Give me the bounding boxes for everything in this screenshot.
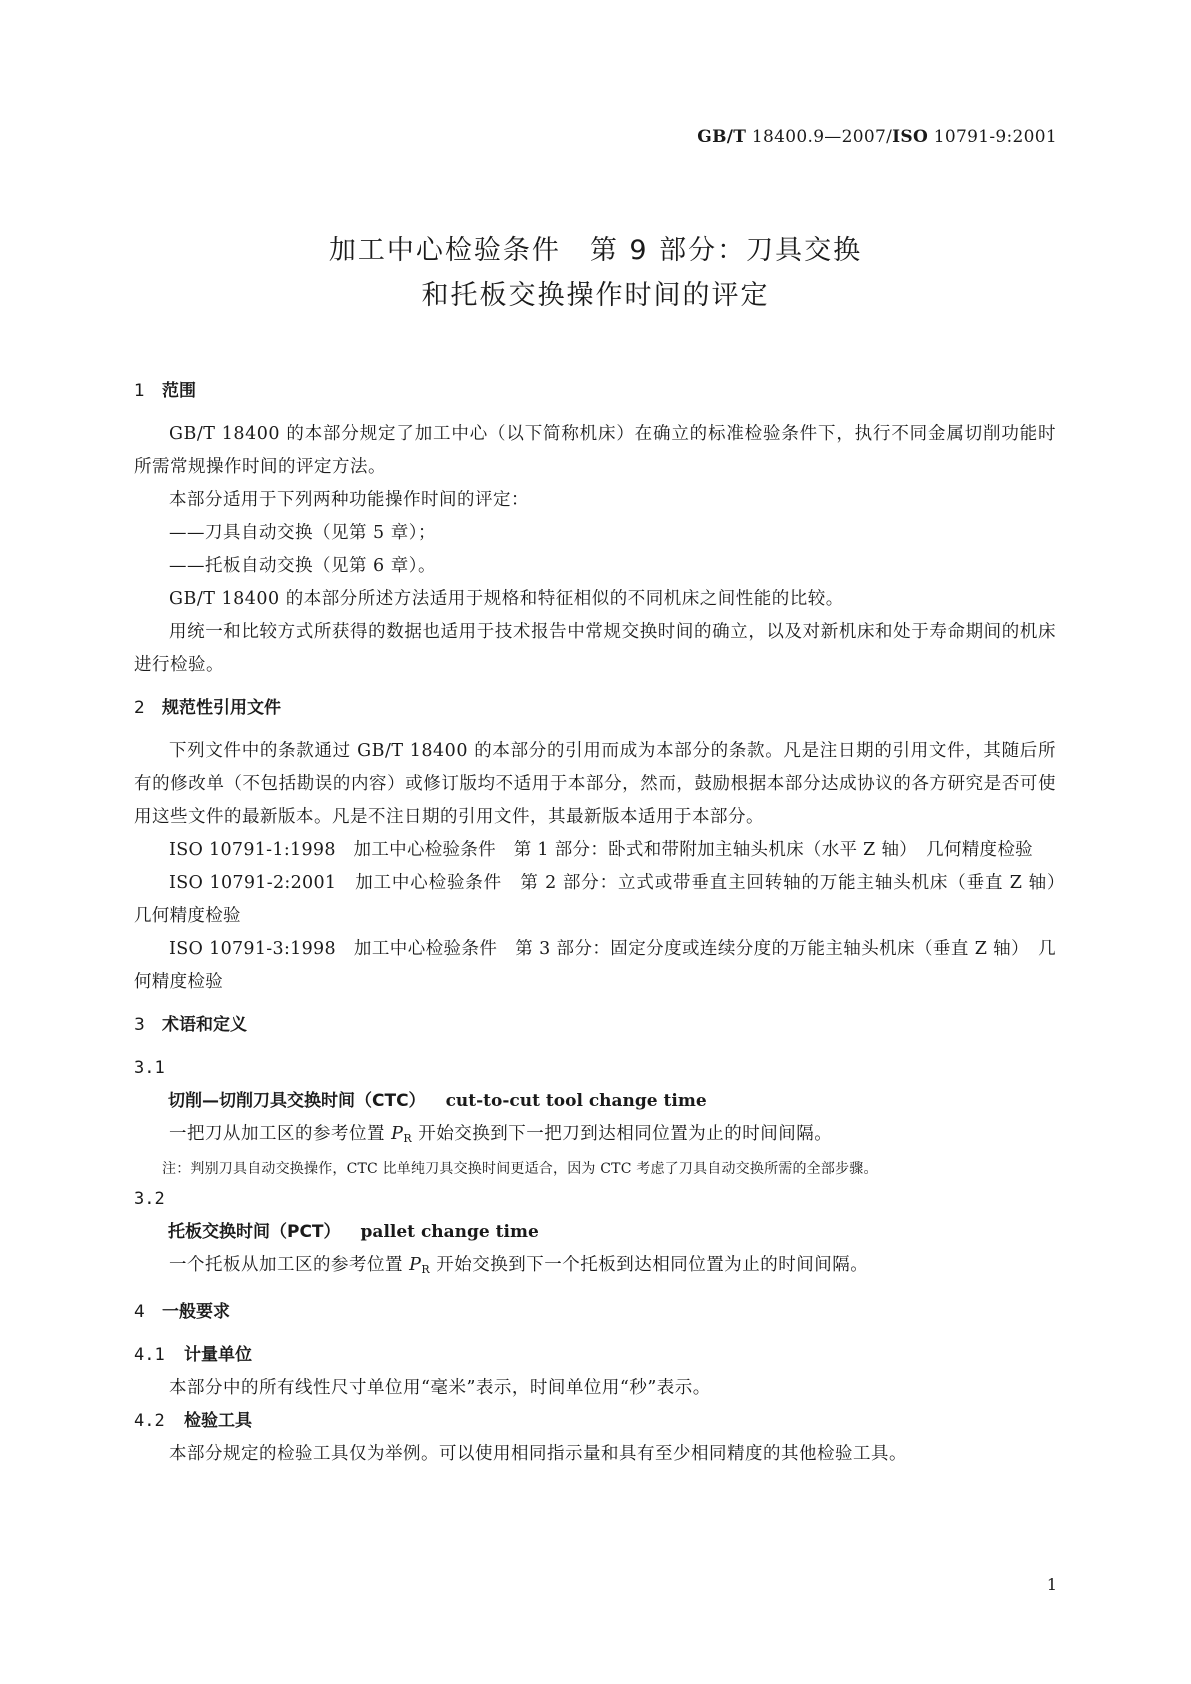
section-number: 1 (134, 381, 145, 401)
section-title: 规范性引用文件 (162, 698, 281, 718)
list-item: ——刀具自动交换（见第 5 章）； (169, 523, 437, 543)
term-note: 注：判别刀具自动交换操作，CTC 比单纯刀具交换时间更适合，因为 CTC 考虑了刀具自动交换所需的全部步骤。 (162, 1161, 878, 1177)
std-code-iso: ISO (892, 127, 929, 147)
section-1-heading (134, 375, 1056, 408)
paragraph: 本部分中的所有线性尺寸单位用“毫米”表示，时间单位用“秒”表示。 (169, 1378, 711, 1398)
paragraph: 用统一和比较方式所获得的数据也适用于技术报告中常规交换时间的确立，以及对新机床和处于寿命期间的机床进行检验。 (134, 622, 1056, 675)
symbol-subscript: R (403, 1132, 413, 1145)
subsection-4-2-heading (134, 1405, 1056, 1438)
definition-text: 一个托板从加工区的参考位置 (169, 1255, 410, 1275)
paragraph: 本部分适用于下列两种功能操作时间的评定： (169, 490, 529, 510)
subsection-4-1-heading (134, 1339, 1056, 1372)
symbol-p: P (409, 1255, 422, 1275)
reference-item: ISO 10791-2:2001 加工中心检验条件 第 2 部分：立式或带垂直主回转轴的万能主轴头机床（垂直 Z 轴） 几何精度检验 (134, 873, 1074, 926)
symbol-subscript: R (421, 1263, 431, 1276)
section-number: 3 (134, 1015, 145, 1035)
section-4-heading (134, 1296, 1056, 1329)
section-title: 术语和定义 (162, 1015, 247, 1035)
term-title-zh: 切削—切削刀具交换时间（CTC） (168, 1091, 426, 1111)
title-line-1: 加工中心检验条件 第 9 部分：刀具交换 (328, 235, 863, 266)
section-2-heading (134, 692, 1056, 725)
term-definition (134, 1118, 1056, 1155)
term-number: 3.1 (134, 1058, 165, 1078)
term-title-zh: 托板交换时间（PCT） (168, 1222, 341, 1242)
term-title (134, 1216, 1056, 1249)
term-title (134, 1085, 1056, 1118)
std-code-middle: 18400.9—2007/ (746, 127, 893, 147)
subsection-title: 检验工具 (184, 1411, 252, 1431)
section-3-heading (134, 1009, 1056, 1042)
std-code-prefix: GB/T (697, 127, 747, 147)
std-code-suffix: 10791-9:2001 (928, 127, 1057, 147)
paragraph: GB/T 18400 的本部分所述方法适用于规格和特征相似的不同机床之间性能的比较。 (169, 589, 844, 609)
symbol-p: P (391, 1124, 404, 1144)
term-definition (134, 1249, 1056, 1286)
term-number: 3.2 (134, 1189, 165, 1209)
subsection-number: 4.1 (134, 1345, 165, 1365)
paragraph: 下列文件中的条款通过 GB/T 18400 的本部分的引用而成为本部分的条款。凡是注日期的引用文件，其随后所有的修改单（不包括勘误的内容）或修订版均不适用于本部分，然而，鼓励根据本部分达成协议的各方研究是否可使用这些文件的最新版本。凡是不注日期的引用文件，其最新版本适用于本部分。 (134, 741, 1056, 827)
title-line-2: 和托板交换操作时间的评定 (421, 280, 770, 311)
subsection-title: 计量单位 (184, 1345, 252, 1365)
page-number: 1 (1046, 1575, 1057, 1594)
section-title: 一般要求 (162, 1302, 230, 1322)
term-title-en: cut-to-cut tool change time (445, 1091, 707, 1111)
definition-text: 开始交换到下一把刀到达相同位置为止的时间间隔。 (412, 1124, 833, 1144)
standard-code-header (697, 127, 1057, 147)
document-title (0, 228, 1191, 318)
reference-item: ISO 10791-3:1998 加工中心检验条件 第 3 部分：固定分度或连续分度的万能主轴头机床（垂直 Z 轴） 几何精度检验 (134, 939, 1056, 992)
paragraph: GB/T 18400 的本部分规定了加工中心（以下简称机床）在确立的标准检验条件下，执行不同金属切削功能时所需常规操作时间的评定方法。 (134, 424, 1056, 477)
definition-text: 开始交换到下一个托板到达相同位置为止的时间间隔。 (430, 1255, 869, 1275)
term-title-en: pallet change time (360, 1222, 539, 1242)
paragraph: 本部分规定的检验工具仅为举例。可以使用相同指示量和具有至少相同精度的其他检验工具。 (169, 1444, 907, 1464)
section-number: 2 (134, 698, 145, 718)
document-body (134, 375, 1074, 1471)
reference-item: ISO 10791-1:1998 加工中心检验条件 第 1 部分：卧式和带附加主轴头机床（水平 Z 轴） 几何精度检验 (169, 840, 1033, 860)
list-item: ——托板自动交换（见第 6 章）。 (169, 556, 437, 576)
definition-text: 一把刀从加工区的参考位置 (169, 1124, 392, 1144)
section-number: 4 (134, 1302, 145, 1322)
subsection-number: 4.2 (134, 1411, 165, 1431)
section-title: 范围 (162, 381, 196, 401)
